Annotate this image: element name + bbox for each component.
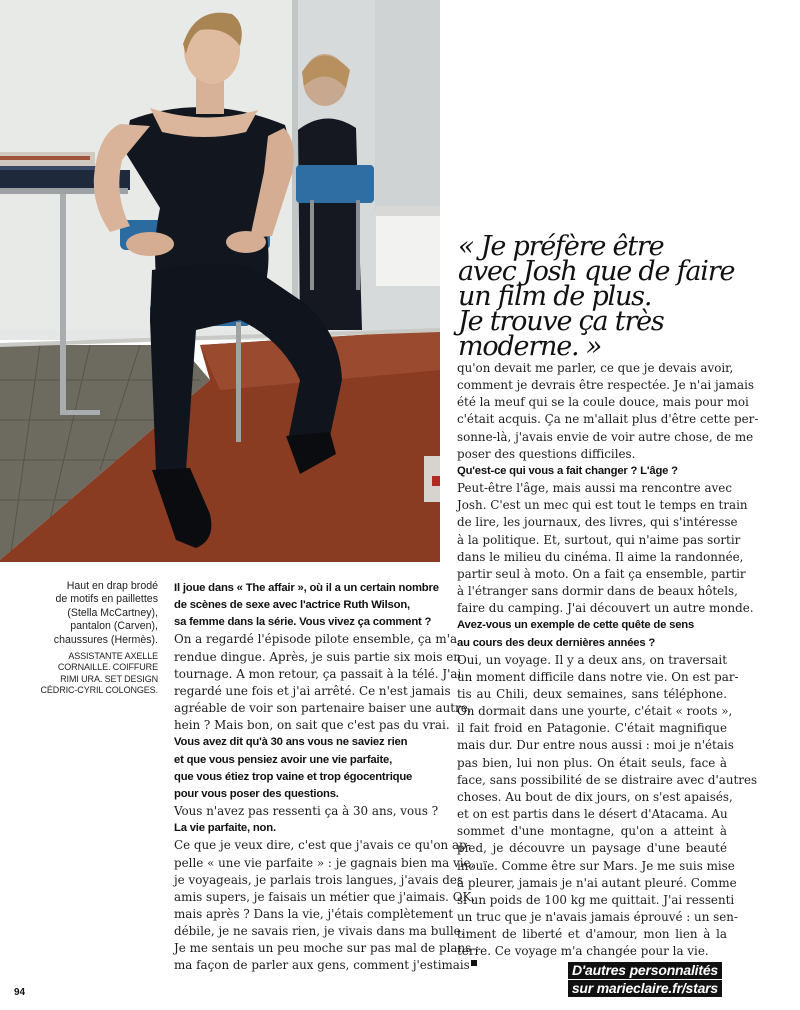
question-line: que vous étiez trop vaine et trop égocentrique: [174, 770, 413, 783]
answer-line: agréable de voir son partenaire baiser une autre,: [174, 701, 472, 716]
answer-line: rendue dingue. Après, je suis partie six mois en: [174, 649, 461, 664]
answer-line: partir seul à moto. On a fait ça ensemble, partir: [457, 566, 746, 581]
caption-line: chaussures (Hermès).: [53, 633, 158, 646]
pull-quote-line: « Je préfère être: [458, 231, 664, 262]
answer-line: débile, je ne savais rien, je vivais dans ma bulle.: [174, 924, 465, 939]
caption-credits: [24, 651, 158, 697]
answer-line: si un poids de 100 kg me quittait. J'ai ressenti: [457, 892, 735, 907]
answer-line: mais après ? Dans la vie, j'étais complètement: [174, 906, 454, 921]
question-line: Vous avez dit qu'à 30 ans vous ne saviez rien: [174, 736, 408, 749]
question-line: Avez-vous un exemple de cette quête de sens: [457, 619, 695, 632]
question-line: Qu'est-ce qui vous a fait changer ? L'âge ?: [457, 464, 678, 477]
question-line: Il joue dans « The affair », où il a un certain nombre: [174, 582, 439, 594]
answer-line: tis au Chili, deux semaines, sans téléphone.: [457, 686, 727, 701]
answer-line: choses. Au bout de dix jours, on s'est apaisés,: [457, 789, 733, 804]
answer-line: timent de liberté et d'amour, mon lien à la: [457, 927, 727, 942]
caption-credit-line: CORNAILLE. COIFFURE: [57, 662, 158, 673]
article-column-right: [457, 360, 759, 966]
answer-line: mais dur. Dur entre nous aussi : moi je n'étais: [457, 738, 734, 753]
interview-question: [174, 734, 442, 803]
pull-quote: [458, 231, 778, 362]
portrait-photo: [0, 0, 440, 562]
interview-question: [457, 463, 727, 480]
answer-line: regardé une fois et j'ai arrêté. Ce n'est jamais: [174, 683, 451, 698]
answer-line: On dormait dans une yourte, c'était « roots »,: [457, 704, 733, 719]
caption-credit-line: CÉDRIC-CYRIL COLONGES.: [40, 685, 158, 696]
question-line: de scènes de sexe avec l'actrice Ruth Wilson,: [174, 599, 410, 612]
question-line: au cours des deux dernières années ?: [457, 636, 656, 649]
answer-line: comment je devrais être respectée. Je n'ai jamais: [457, 378, 755, 393]
answer-line: hein ? Mais bon, on sait que c'est pas du vrai.: [174, 718, 450, 733]
answer-line: pelle « une vie parfaite » : je gagnais bien ma vie,: [174, 855, 475, 870]
answer-line: inouïe. Comme être sur Mars. Je me suis mise: [457, 858, 735, 873]
interview-question: [174, 580, 442, 631]
pull-quote-line: un film de plus.: [458, 281, 652, 312]
answer-line: et on est partis dans le désert d'Atacama. Au: [457, 807, 728, 822]
answer-line: un moment difficile dans notre vie. On est par-: [457, 669, 739, 684]
answer-line: sonne-là, j'avais envie de voir autre chose, de me: [457, 429, 754, 444]
question-line: sa femme dans la série. Vous vivez ça comment ?: [174, 616, 432, 629]
answer-line: à pleurer, jamais je n'ai autant pleuré. Comme: [457, 875, 737, 890]
promo-line: D'autres personnalités: [568, 962, 722, 979]
answer-line: un truc que je n'avais jamais éprouvé : un sen-: [457, 910, 738, 924]
question-line: pour vous poser des questions.: [174, 787, 339, 800]
answer-line: à la politique. Et, surtout, qui n'aime pas sortir: [457, 532, 741, 547]
answer-line: qu'on devait me parler, ce que je devais avoir,: [457, 361, 734, 375]
interview-answer: [174, 837, 480, 974]
answer-line: terre. Ce voyage m'a changée pour la vie.: [457, 944, 709, 959]
caption-outfit: [24, 580, 158, 647]
website-promo[interactable]: [568, 962, 722, 998]
answer-line: poser des questions difficiles.: [457, 446, 636, 461]
answer-line: On a regardé l'épisode pilote ensemble, ça m'a: [174, 632, 458, 647]
answer-line: sommet d'une montagne, qu'on a atteint à: [457, 824, 727, 839]
answer-line: Oui, un voyage. Il y a deux ans, on traversait: [457, 652, 727, 667]
interview-answer: [174, 631, 472, 734]
interview-question: [174, 820, 442, 837]
answer-line: amis supers, je faisais un métier que j'aimais. OK,: [174, 889, 476, 904]
answer-line: pas bien, lui non plus. On était seuls, face à: [457, 755, 727, 770]
question-line: La vie parfaite, non.: [174, 822, 276, 835]
answer-line: il fait froid en Patagonie. C'était magnifique: [457, 721, 727, 736]
end-of-article-square-icon: [471, 960, 477, 966]
answer-line: Ce que je veux dire, c'est que j'avais ce qu'on ap-: [174, 838, 471, 853]
article-column-left: [174, 580, 480, 975]
pull-quote-line: Je trouve ça très: [458, 306, 664, 337]
promo-link[interactable]: sur marieclaire.fr/stars: [568, 980, 722, 997]
caption-line: (Stella McCartney),: [67, 606, 158, 619]
caption-credit-line: RIMI URA. SET DESIGN: [60, 673, 158, 684]
answer-line: ma façon de parler aux gens, comment j'estimais: [174, 958, 470, 973]
answer-line: pied, je découvre un paysage d'une beauté: [457, 841, 727, 856]
answer-line: Josh. C'est un mec qui est tout le temps en train: [457, 498, 748, 513]
interview-question: [457, 617, 727, 651]
answer-line: faire du camping. J'ai découvert un autre monde.: [457, 601, 754, 616]
answer-line: de lire, les journaux, des livres, qui s'intéresse: [457, 515, 738, 530]
interview-answer: [457, 480, 754, 617]
answer-line: je voyageais, je parlais trois langues, j'avais des: [174, 872, 463, 887]
caption-line: Haut en drap brodé: [66, 580, 158, 592]
interview-followup: [174, 803, 442, 820]
answer-line: Peut-être l'âge, mais aussi ma rencontre avec: [457, 481, 733, 496]
caption-line: de motifs en paillettes: [55, 593, 158, 606]
answer-line: Je me sentais un peu moche sur pas mal de plans :: [174, 941, 480, 956]
caption-credit-line: ASSISTANTE AXELLE: [68, 651, 158, 662]
photo-caption: [24, 580, 158, 697]
pull-quote-line: avec Josh que de faire: [458, 256, 735, 287]
question-line: et que vous pensiez avoir une vie parfaite,: [174, 753, 393, 766]
answer-line: c'était acquis. Ça ne m'allait plus d'être cette per-: [457, 412, 759, 427]
page-number: 94: [14, 987, 26, 998]
answer-line: à l'étranger sans dormir dans de beaux hôtels,: [457, 584, 738, 599]
answer-line: dans le milieu du cinéma. Il aime la randonnée,: [457, 549, 744, 564]
followup-line: Vous n'avez pas ressenti ça à 30 ans, vous ?: [174, 804, 439, 819]
interview-answer: [457, 652, 758, 967]
caption-line: pantalon (Carven),: [70, 620, 158, 633]
interview-answer: [457, 360, 759, 463]
pull-quote-line: moderne. »: [458, 331, 602, 362]
answer-line: face, sans possibilité de se distraire avec d'autres: [457, 772, 758, 787]
answer-line: été la meuf qui se la coule douce, mais pour moi: [457, 395, 749, 410]
answer-line: tournage. A mon retour, ça passait à la télé. J'ai: [174, 666, 462, 681]
